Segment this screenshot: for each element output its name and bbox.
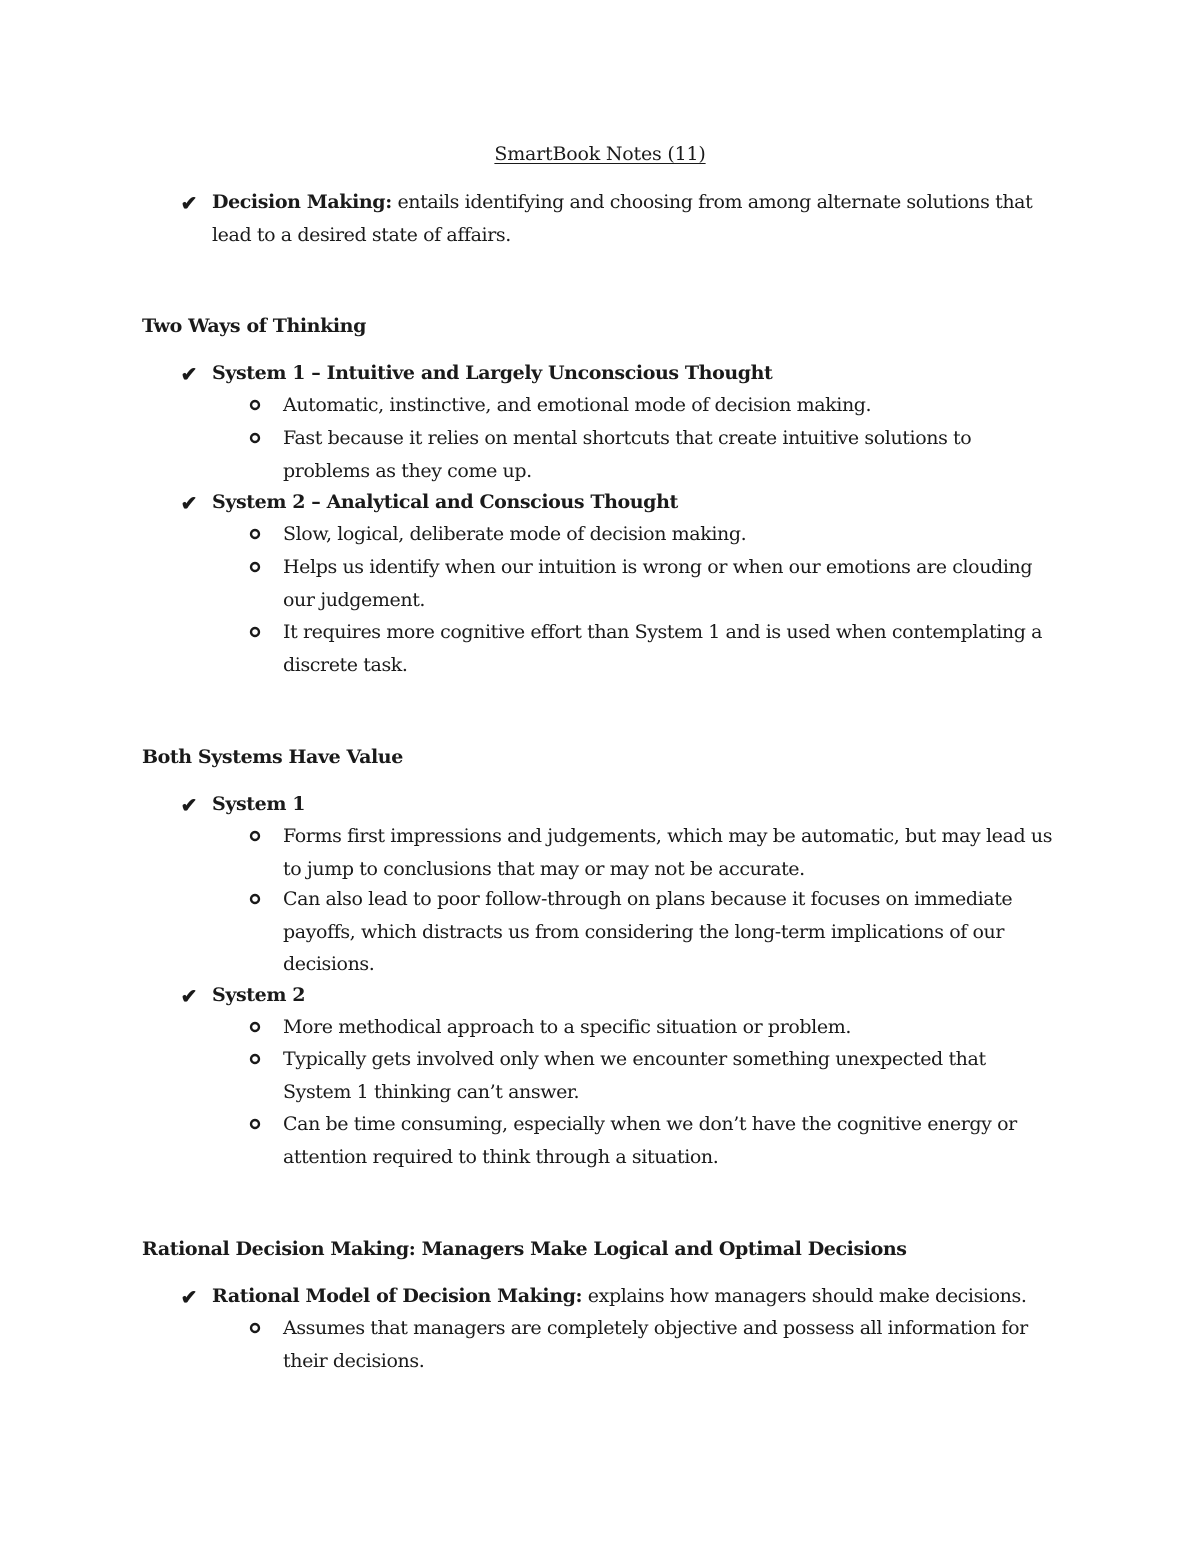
- bullet-circle-icon: [249, 561, 261, 573]
- section-heading: Rational Decision Making: Managers Make Logical and Optimal Decisions: [142, 1238, 907, 1260]
- list-item-label: System 2: [212, 984, 306, 1006]
- intro-text: entails identifying and choosing from among alternate solutions that lead to a desired state of affairs.: [212, 191, 1033, 246]
- bullet-circle-icon: [249, 432, 261, 444]
- sub-list-item: Can be time consuming, especially when we don’t have the cognitive energy or attention required to think through a situation.: [283, 1113, 1017, 1168]
- list-item-label: Rational Model of Decision Making: explains how managers should make decisions.: [212, 1285, 1027, 1307]
- bullet-circle-icon: [249, 830, 261, 842]
- bullet-circle-icon: [249, 1053, 261, 1065]
- bullet-circle-icon: [249, 528, 261, 540]
- bullet-circle-icon: [249, 1021, 261, 1033]
- sub-list-item: Assumes that managers are completely objective and possess all information for their decisions.: [283, 1317, 1028, 1372]
- document-title: SmartBook Notes (11): [494, 143, 706, 165]
- bullet-circle-icon: [249, 399, 261, 411]
- checkmark-icon: ✔: [180, 191, 198, 215]
- sub-list-item: Fast because it relies on mental shortcuts that create intuitive solutions to problems as they come up.: [283, 427, 972, 482]
- sub-list-item: It requires more cognitive effort than System 1 and is used when contemplating a discrete task.: [283, 621, 1043, 676]
- sub-list-item: More methodical approach to a specific situation or problem.: [283, 1016, 851, 1038]
- bullet-circle-icon: [249, 893, 261, 905]
- sub-list-item: Helps us identify when our intuition is wrong or when our emotions are clouding our judgement.: [283, 556, 1033, 611]
- section-heading: Both Systems Have Value: [142, 746, 403, 768]
- list-item-label: System 2 – Analytical and Conscious Thought: [212, 491, 678, 513]
- checkmark-icon: ✔: [180, 1285, 198, 1309]
- section-heading: Two Ways of Thinking: [142, 315, 366, 337]
- intro-term: Decision Making:: [212, 191, 392, 213]
- checkmark-icon: ✔: [180, 984, 198, 1008]
- list-item-label: System 1: [212, 793, 306, 815]
- checkmark-icon: ✔: [180, 793, 198, 817]
- list-item-label: System 1 – Intuitive and Largely Unconscious Thought: [212, 362, 773, 384]
- intro-definition: [212, 186, 1052, 251]
- sub-list-item: Typically gets involved only when we encounter something unexpected that System 1 thinking can’t answer.: [283, 1048, 986, 1103]
- bullet-circle-icon: [249, 1118, 261, 1130]
- sub-list-item: Slow, logical, deliberate mode of decision making.: [283, 523, 747, 545]
- sub-list-item: Can also lead to poor follow-through on plans because it focuses on immediate payoffs, which distracts us from considering the long-term implications of our decisions.: [283, 888, 1013, 975]
- checkmark-icon: ✔: [180, 491, 198, 515]
- sub-list-item: Forms first impressions and judgements, which may be automatic, but may lead us to jump to conclusions that may or may not be accurate.: [283, 825, 1053, 880]
- bullet-circle-icon: [249, 626, 261, 638]
- bullet-circle-icon: [249, 1322, 261, 1334]
- sub-list-item: Automatic, instinctive, and emotional mode of decision making.: [283, 394, 872, 416]
- checkmark-icon: ✔: [180, 362, 198, 386]
